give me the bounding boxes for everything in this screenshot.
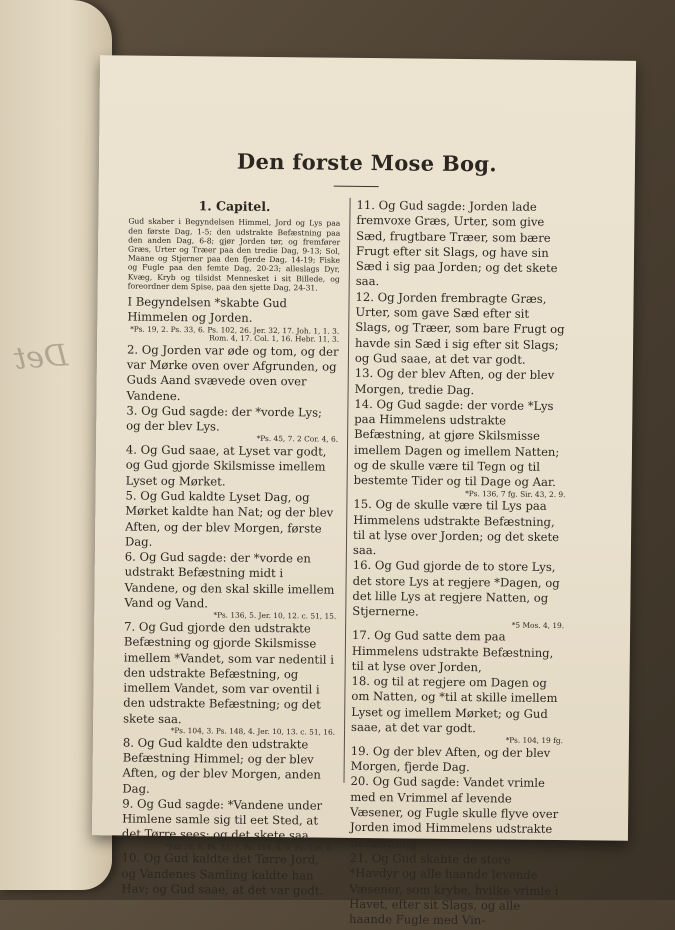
right-column <box>349 198 569 930</box>
cross-reference: *Ps. 104, 3. Ps. 148, 4. Jer. 10, 13. c. 51, 16. <box>170 726 336 737</box>
cross-reference: *Ps. 45, 7. 2 Cor. 4, 6. <box>256 434 339 445</box>
verse: 15. Og de skulle være til Lys paa Himmelens udstrakte Befæstning, til at lyse over Jorden; og det skete saa. <box>352 497 560 558</box>
verse: 6. Og Gud sagde: der *vorde en udstrakt Befæstning midt i Vandene, og den skal skille imellem Vand og Vand. <box>124 549 335 611</box>
verse: I Begyndelsen *skabte Gud Himmelen og Jorden. <box>127 294 288 326</box>
verse: 12. Og Jorden frembragte Græs, Urter, som gave Sæd efter sit Slags, og Træer, som bare Frugt og havde sin Sæd i sig efter sit Slags; og Gud saae, at det var godt. <box>354 289 565 367</box>
column-divider <box>343 198 350 783</box>
chapter-summary: Gud skaber i Begyndelsen Himmel, Jord og Lys paa den første Dag, 1-5; den udstrakte Befæstning paa den anden Dag, 6-8; gjør Jorden tør, og fremfører Græs, Urter og Træer paa den tredie Dag, 9-13; Sol, Maane og Stjerner paa den fjerde Dag, 14-19; Fiske og Fugle paa den femte Dag, 20-23; alleslags Dyr, Kvæg, Kryb og tilsidst Mennesket i sit Billede, og foreordner dem Spise, paa den sjette Dag, 24-31. <box>127 216 341 293</box>
verse: 18. og til at regjere om Dagen og om Natten, og *til at skille imellem Lyset og imellem Mørket; og Gud saae, at det var godt. <box>351 673 558 736</box>
left-column <box>121 196 340 899</box>
cross-reference: *Ps. 136, 7 fg. Sir. 43, 2. 9. <box>465 488 566 499</box>
left-page-bleed-text: Det <box>12 338 70 377</box>
verse: 10. Og Gud kaldte det Tørre Jord, og Vandenes Samling kaldte han Hav; og Gud saae, at det var godt. <box>121 850 324 898</box>
verse: 8. Og Gud kaldte den udstrakte Befæstning Himmel; og der blev Aften, og der blev Morgen, anden Dag. <box>122 735 321 796</box>
verse: 20. Og Gud sagde: Vandet vrimle med en Vrimmel af levende Væsener, og Fugle skulle flyve over Jorden imod Himmelens udstrakte Befæstning. <box>349 774 559 851</box>
title-divider <box>334 186 379 187</box>
verse: 11. Og Gud sagde: Jorden lade fremvoxe Græs, Urter, som give Sæd, frugtbare Træer, som bære Frugt efter sit Slags, og have sin Sæd i sig paa Jorden; og det skete saa. <box>355 197 558 289</box>
verse: 14. Og Gud sagde: der vorde *Lys paa Himmelens udstrakte Befæstning, at gjøre Skilsmisse imellem Dagen og imellem Natten; og de skulle være til Tegn og til bestemte Tider og til Dage og Aar. <box>353 396 560 490</box>
verse: 17. Og Gud satte dem paa Himmelens udstrakte Befæstning, til at lyse over Jorden, <box>351 628 554 675</box>
cross-reference: *5 Mos. 4, 19. <box>511 620 565 630</box>
cross-reference: *Ps. 19, 2. Ps. 33, 6. Ps. 102, 26. Jer. 32, 17. Joh. 1, 1. 3. Rom. 4, 17. Col. 1, 16. Hebr. 11, 3. <box>130 324 340 344</box>
verse: 5. Og Gud kaldte Lyset Dag, og Mørket kaldte han Nat; og der blev Aften, og der blev Morgen, første Dag. <box>124 488 334 549</box>
verse: 4. Og Gud saae, at Lyset var godt, og Gud gjorde Skilsmisse imellem Lyset og Mørket. <box>125 442 327 489</box>
verse: 2. Og Jorden var øde og tom, og der var Mørke oven over Afgrunden, og Guds Aand svævede oven over Vandene. <box>126 342 339 403</box>
cross-reference: *Job 38, 8. Ps. 33, 7. Ps. 104, 6. 9. Ps. 136, 6. <box>165 841 334 853</box>
page-title: Den forste Mose Bog. <box>236 148 498 177</box>
verse: 9. Og Gud sagde: *Vandene under Himlene samle sig til eet Sted, at det Tørre sees; og det skete saa. <box>121 796 323 843</box>
cross-reference: *Ps. 136, 5. Jer. 10, 12. c. 51, 15. <box>213 610 337 622</box>
right-column-verses <box>349 198 569 930</box>
verse: 19. Og der blev Aften, og der blev Morgen, fjerde Dag. <box>350 743 551 775</box>
verse: 7. Og Gud gjorde den udstrakte Befæstning og gjorde Skilsmisse imellem *Vandet, som var nedentil i den udstrakte Befæstning, og imellem Vandet, som var oventil i den udstrakte Befæstning; og det skete saa. <box>123 619 335 726</box>
book-page <box>92 55 636 928</box>
verse: 16. Og Gud gjorde de to store Lys, det store Lys at regjere *Dagen, og det lille Lys at regjere Natten, og Stjernerne. <box>352 558 560 619</box>
verse: 21. Og Gud skabte de store *Havdyr og alle haande levende Væsener, som krybe, hvilke vrimle i Havet, efter sit Slags, og alle haande Fugle med Vin- <box>348 850 559 928</box>
chapter-heading: 1. Capitel. <box>198 198 271 215</box>
verse: 3. Og Gud sagde: der *vorde Lys; og der blev Lys. <box>126 403 323 434</box>
left-column-verses <box>121 294 339 898</box>
cross-reference: *Ps. 104, 19 fg. <box>505 735 563 746</box>
verse: 13. Og der blev Aften, og der blev Morgen, tredie Dag. <box>354 366 555 397</box>
